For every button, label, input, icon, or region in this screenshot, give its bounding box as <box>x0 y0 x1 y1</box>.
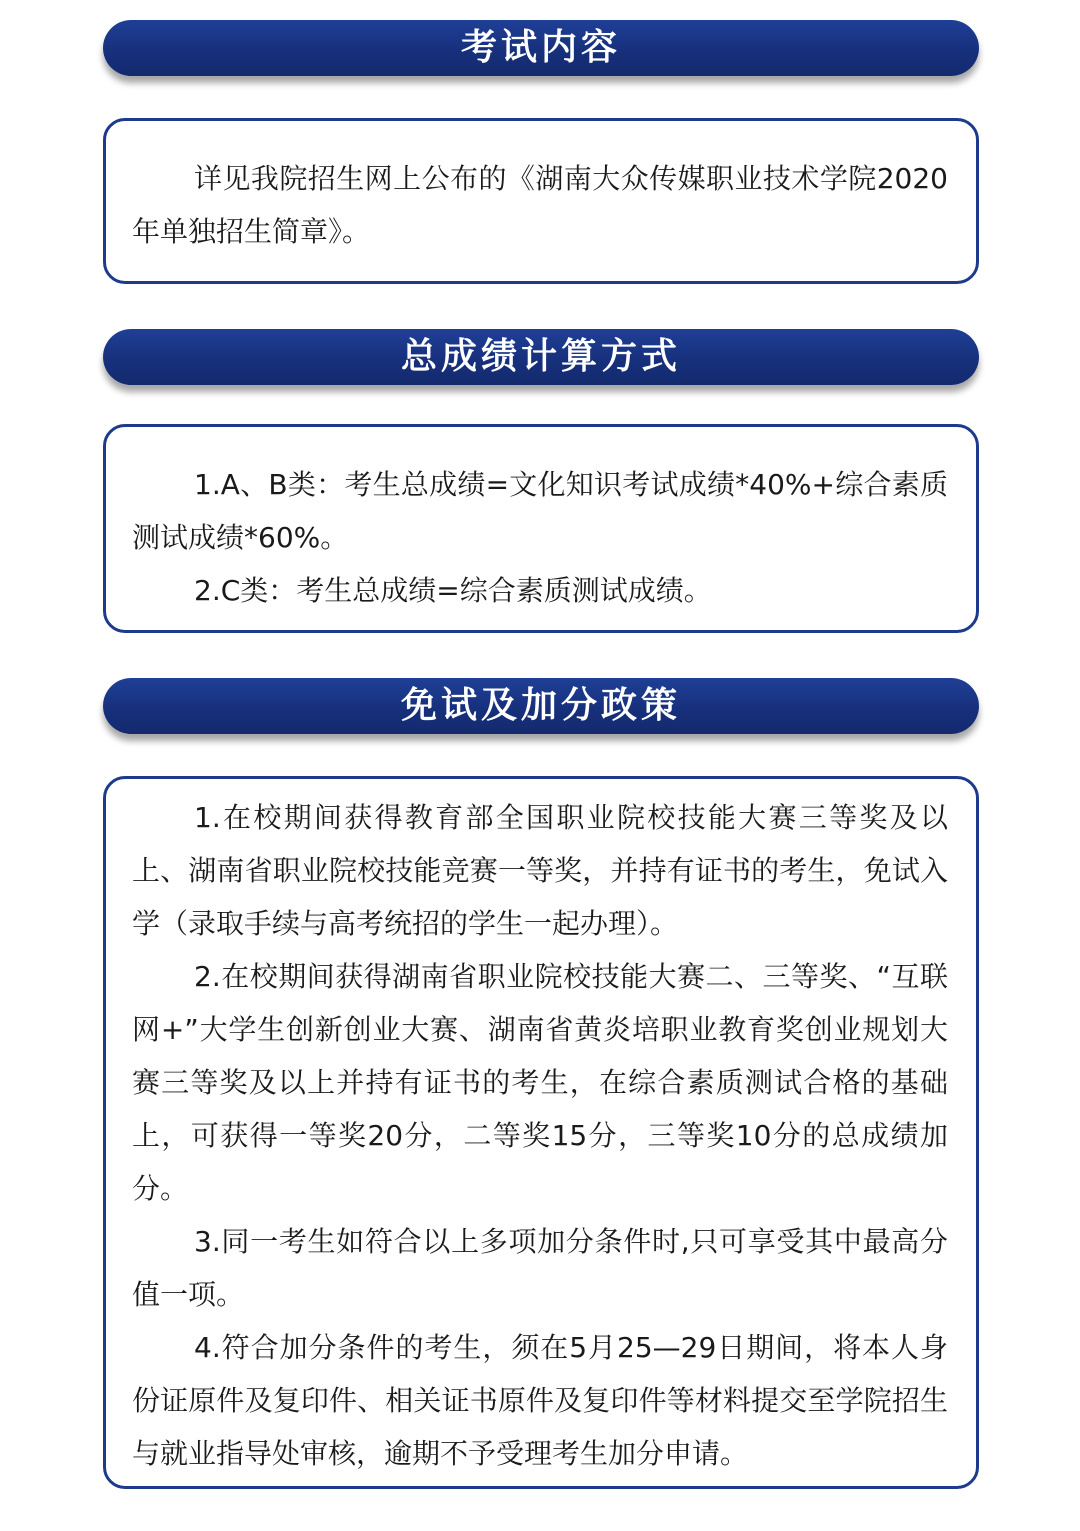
section-box-score-calculation <box>103 424 979 633</box>
paragraph: 详见我院招生网上公布的《湖南大众传媒职业技术学院2020年单独招生简章》。 <box>132 162 948 248</box>
paragraph: 4.符合加分条件的考生，须在5月25—29日期间，将本人身份证原件及复印件、相关证书原件及复印件等材料提交至学院招生与就业指导处审核，逾期不予受理考生加分申请。 <box>132 1331 948 1470</box>
section-title: 总成绩计算方式 <box>400 336 681 377</box>
paragraph: 3.同一考生如符合以上多项加分条件时,只可享受其中最高分值一项。 <box>132 1225 948 1311</box>
section-box-exemption-bonus-policy <box>103 776 979 1489</box>
paragraph: 2.C类：考生总成绩=综合素质测试成绩。 <box>194 574 712 607</box>
paragraph: 1.在校期间获得教育部全国职业院校技能大赛三等奖及以上、湖南省职业院校技能竞赛一等奖，并持有证书的考生，免试入学（录取手续与高考统招的学生一起办理）。 <box>132 801 948 940</box>
section-title: 考试内容 <box>460 27 621 68</box>
paragraph: 1.A、B类：考生总成绩=文化知识考试成绩*40%+综合素质测试成绩*60%。 <box>132 468 948 554</box>
section-box-exam-content <box>103 118 979 284</box>
section-header-exemption-bonus-policy <box>103 678 979 734</box>
paragraph: 2.在校期间获得湖南省职业院校技能大赛二、三等奖、“互联网+”大学生创新创业大赛、湖南省黄炎培职业教育奖创业规划大赛三等奖及以上并持有证书的考生，在综合素质测试合格的基础上，可获得一等奖20分，二等奖15分，三等奖10分的总成绩加分。 <box>132 960 948 1205</box>
section-header-score-calculation <box>103 329 979 385</box>
section-header-exam-content <box>103 20 979 76</box>
section-title: 免试及加分政策 <box>400 685 681 726</box>
